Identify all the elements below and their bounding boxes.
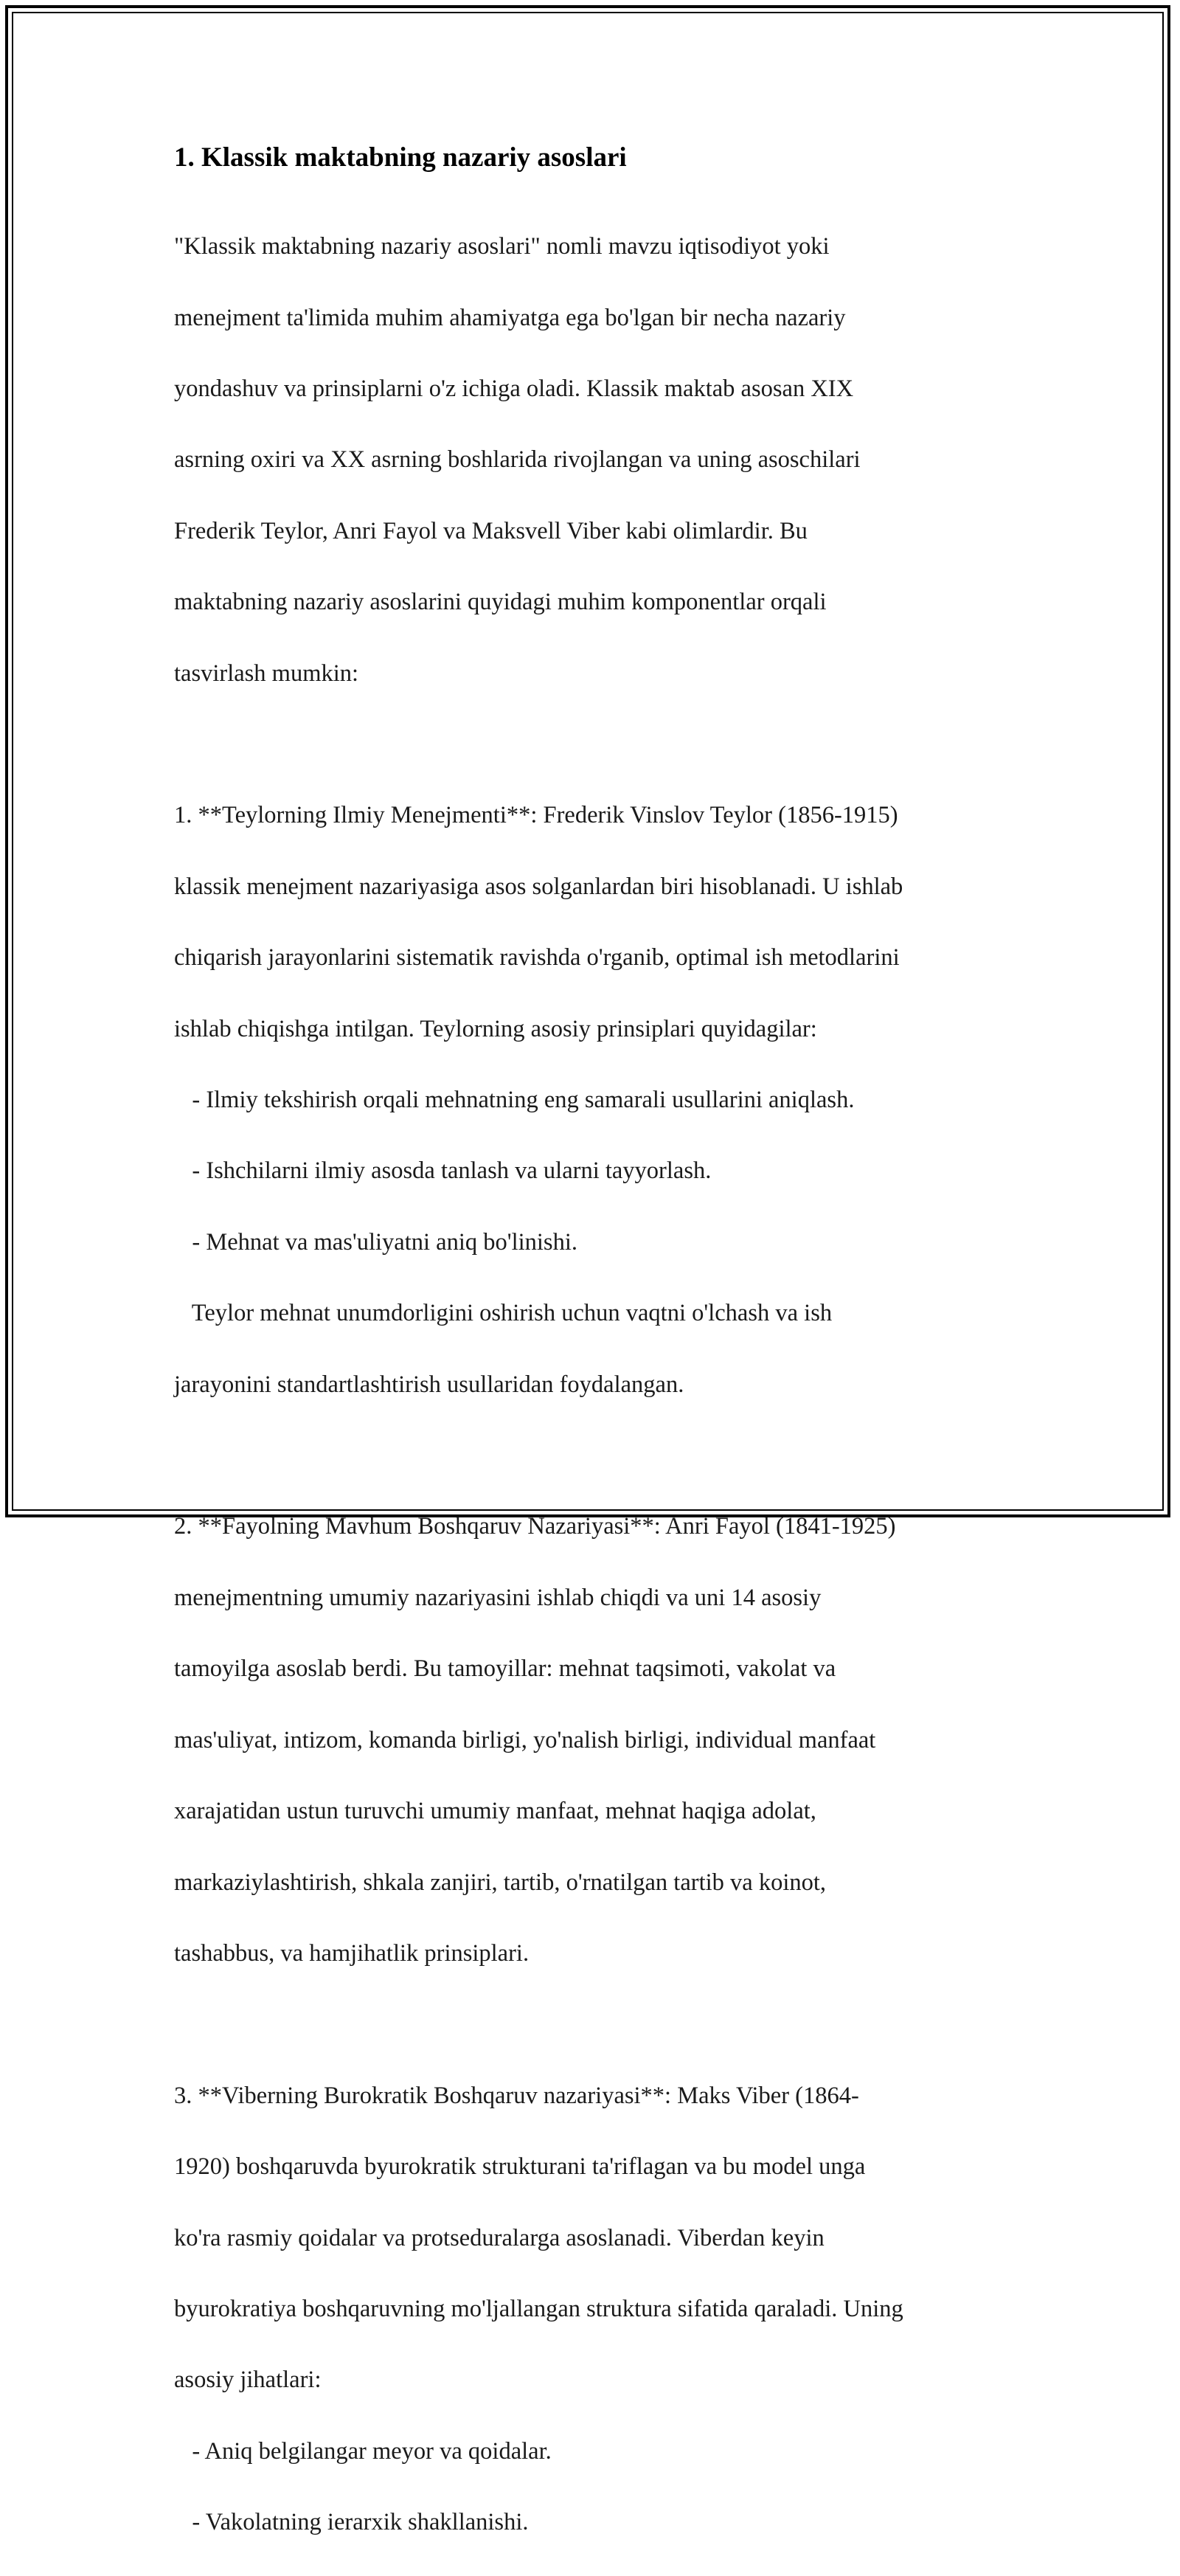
text-line: yondashuv va prinsiplarni o'z ichiga oladi. Klassik maktab asosan XIX (174, 375, 854, 403)
text-line: tashabbus, va hamjihatlik prinsiplari. (174, 1939, 530, 1967)
text-line: mas'uliyat, intizom, komanda birligi, yo'nalish birligi, individual manfaat (174, 1726, 876, 1753)
list-item: - Ilmiy tekshirish orqali mehnatning eng samarali usullarini aniqlash. (174, 1087, 855, 1114)
text-line: menejmentning umumiy nazariyasini ishlab chiqdi va uni 14 asosiy (174, 1584, 822, 1611)
text-line: markaziylashtirish, shkala zanjiri, tartib, o'rnatilgan tartib va koinot, (174, 1869, 827, 1896)
paragraph-gap (174, 1438, 1007, 1473)
section-teylor (174, 762, 1007, 1438)
text-line: 3. **Viberning Burokratik Boshqaruv nazariyasi**: Maks Viber (1864- (174, 2082, 859, 2109)
intro-paragraph (174, 193, 1007, 727)
text-line: byurokratiya boshqaruvning mo'ljallangan struktura sifatida qaraladi. Uning (174, 2295, 903, 2322)
text-line: Teylor mehnat unumdorligini oshirish uchun vaqtni o'lchash va ish (174, 1300, 833, 1327)
document-body (174, 139, 1007, 2576)
paragraph-gap (174, 727, 1007, 762)
text-line: maktabning nazariy asoslarini quyidagi muhim komponentlar orqali (174, 589, 827, 616)
section-fayol (174, 1473, 1007, 2007)
paragraph-gap (174, 2007, 1007, 2042)
section-viber (174, 2043, 1007, 2576)
list-item: - Aniq belgilangar meyor va qoidalar. (174, 2437, 552, 2465)
list-item: - Ishchilarni ilmiy asosda tanlash va ularni tayyorlash. (174, 1157, 712, 1185)
text-line: asosiy jihatlari: (174, 2366, 322, 2394)
text-line: Frederik Teylor, Anri Fayol va Maksvell Viber kabi olimlardir. Bu (174, 517, 808, 544)
list-item: - Mehnat va mas'uliyatni aniq bo'linishi. (174, 1228, 577, 1256)
text-line: 1920) boshqaruvda byurokratik strukturani ta'riflagan va bu model unga (174, 2153, 866, 2181)
text-line: tasvirlash mumkin: (174, 659, 359, 687)
text-line: "Klassik maktabning nazariy asoslari" nomli mavzu iqtisodiyot yoki (174, 233, 830, 260)
list-item: - Vakolatning ierarxik shakllanishi. (174, 2509, 529, 2536)
text-line: 1. **Teylorning Ilmiy Menejmenti**: Frederik Vinslov Teylor (1856-1915) (174, 802, 898, 829)
text-line: menejment ta'limida muhim ahamiyatga ega bo'lgan bir necha nazariy (174, 304, 846, 331)
text-line: chiqarish jarayonlarini sistematik ravishda o'rganib, optimal ish metodlarini (174, 944, 900, 972)
text-line: jarayonini standartlashtirish usullaridan foydalangan. (174, 1371, 684, 1398)
text-line: xarajatidan ustun turuvchi umumiy manfaat, mehnat haqiga adolat, (174, 1798, 816, 1825)
text-line: tamoyilga asoslab berdi. Bu tamoyillar: mehnat taqsimoti, vakolat va (174, 1655, 836, 1683)
text-line: ko'ra rasmiy qoidalar va protseduralarga asoslanadi. Viberdan keyin (174, 2224, 825, 2251)
text-line: ishlab chiqishga intilgan. Teylorning asosiy prinsiplari quyidagilar: (174, 1015, 817, 1042)
text-line: 2. **Fayolning Mavhum Boshqaruv Nazariyasi**: Anri Fayol (1841-1925) (174, 1513, 896, 1540)
text-line: klassik menejment nazariyasiga asos solganlardan biri hisoblanadi. U ishlab (174, 873, 903, 900)
document-title: 1. Klassik maktabning nazariy asoslari (174, 142, 627, 173)
text-line: asrning oxiri va XX asrning boshlarida rivojlangan va uning asoschilari (174, 446, 861, 474)
